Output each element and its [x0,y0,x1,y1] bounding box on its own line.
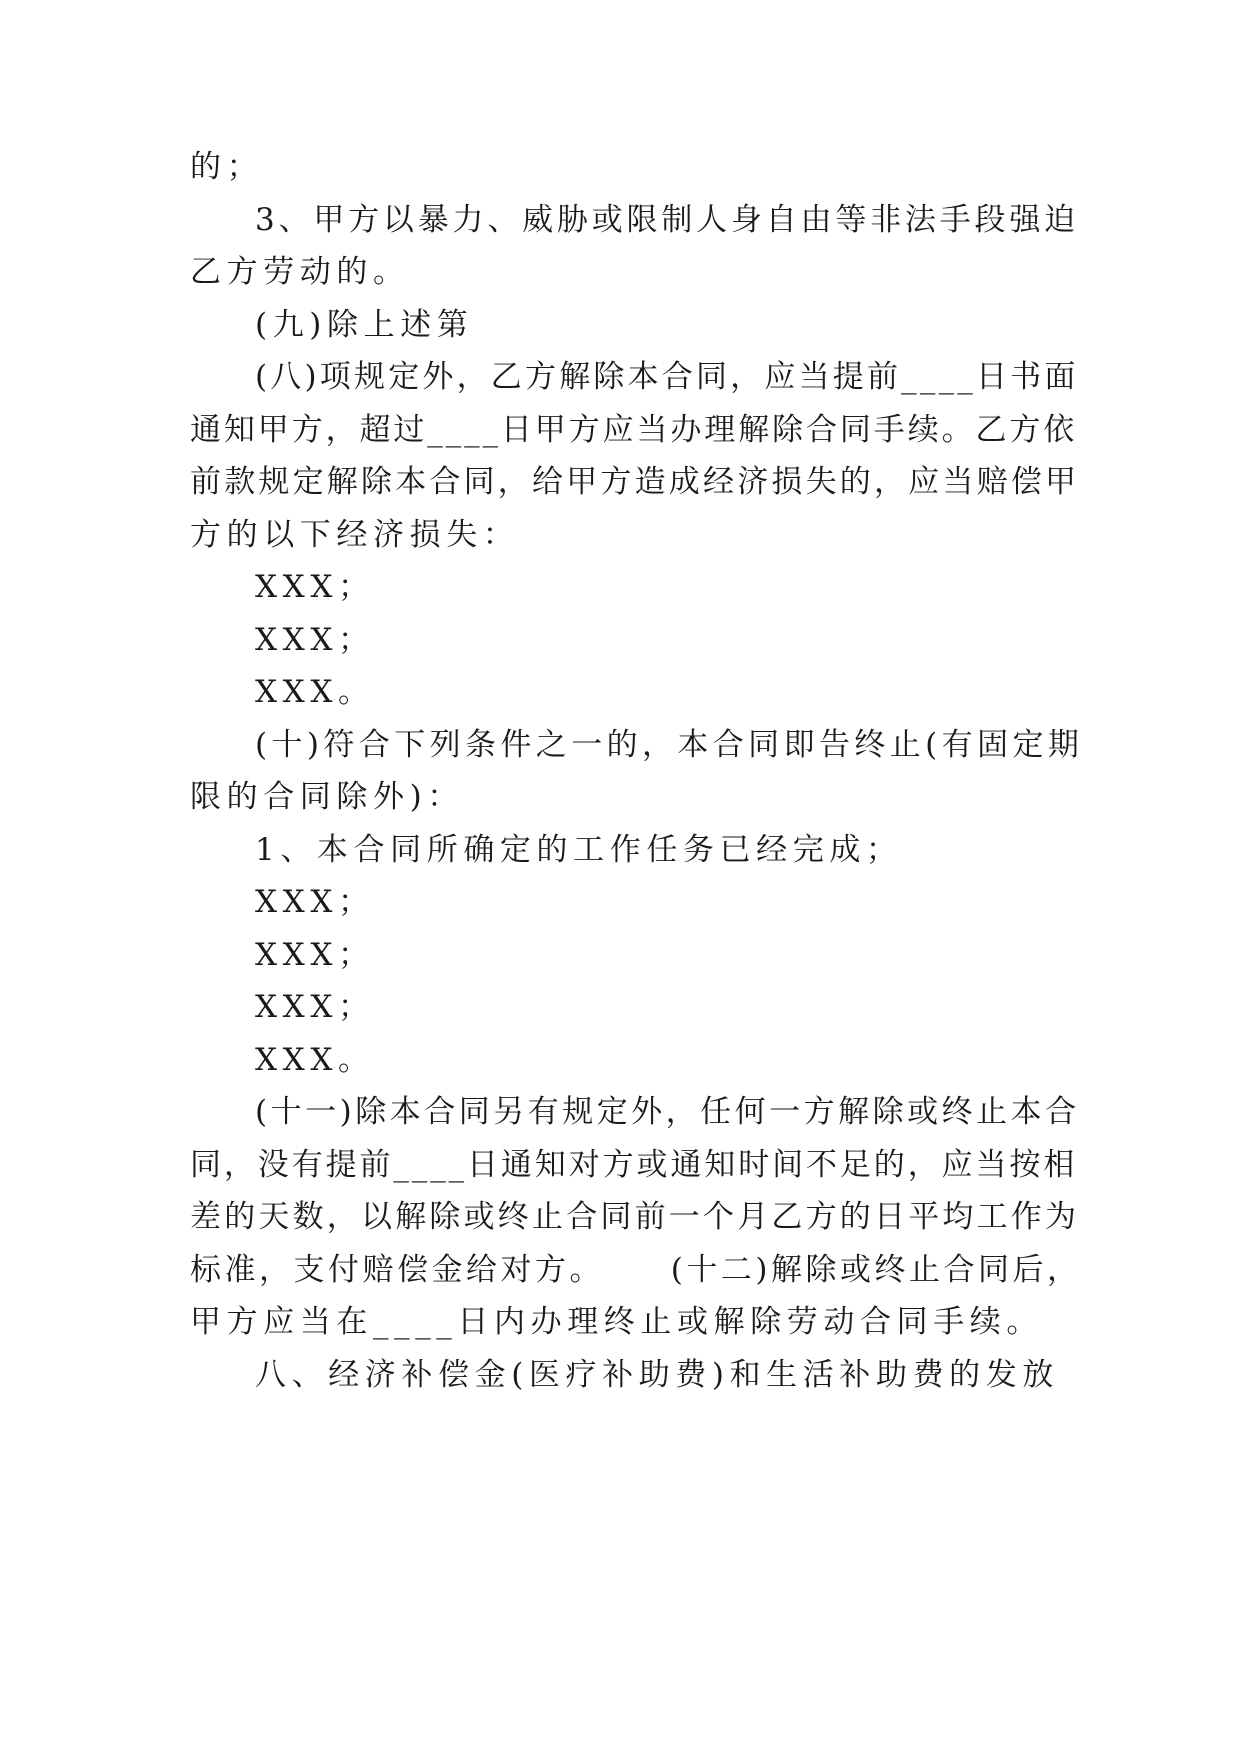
text-line: 方的以下经济损失： [190,517,520,553]
text-line: XXX。 [255,674,375,710]
text-line: 八、经济补偿金(医疗补助费)和生活补助费的发放 [255,1357,1059,1393]
text-line: (八)项规定外，乙方解除本合同，应当提前____日书面 [255,359,1079,395]
text-line: XXX； [255,884,375,920]
text-line: (十一)除本合同另有规定外，任何一方解除或终止本合 [255,1094,1080,1130]
text-line: (十)符合下列条件之一的，本合同即告终止(有固定期 [255,727,1084,763]
text-line: XXX。 [255,1042,375,1078]
text-line: 的； [190,149,264,185]
text-line: XXX； [255,989,375,1025]
text-line: 差的天数，以解除或终止合同前一个月乙方的日平均工作为 [190,1199,1080,1235]
text-line: (九)除上述第 [255,307,474,343]
text-line: 通知甲方，超过____日甲方应当办理解除合同手续。乙方依 [190,412,1078,448]
text-line: 标准，支付赔偿金给对方。 (十二)解除或终止合同后， [190,1252,1082,1288]
text-line: 同，没有提前____日通知对方或通知时间不足的，应当按相 [190,1147,1078,1183]
text-line: XXX； [255,622,375,658]
text-line: 限的合同除外)： [190,779,464,815]
text-line: 前款规定解除本合同，给甲方造成经济损失的，应当赔偿甲 [190,464,1080,500]
text-line: 乙方劳动的。 [190,254,410,290]
text-line: 3、甲方以暴力、威胁或限制人身自由等非法手段强迫 [255,202,1079,238]
text-line: 甲方应当在____日内办理终止或解除劳动合同手续。 [190,1304,1043,1340]
text-line: XXX； [255,937,375,973]
text-line: XXX； [255,569,375,605]
text-line: 1、本合同所确定的工作任务已经完成； [255,832,903,868]
